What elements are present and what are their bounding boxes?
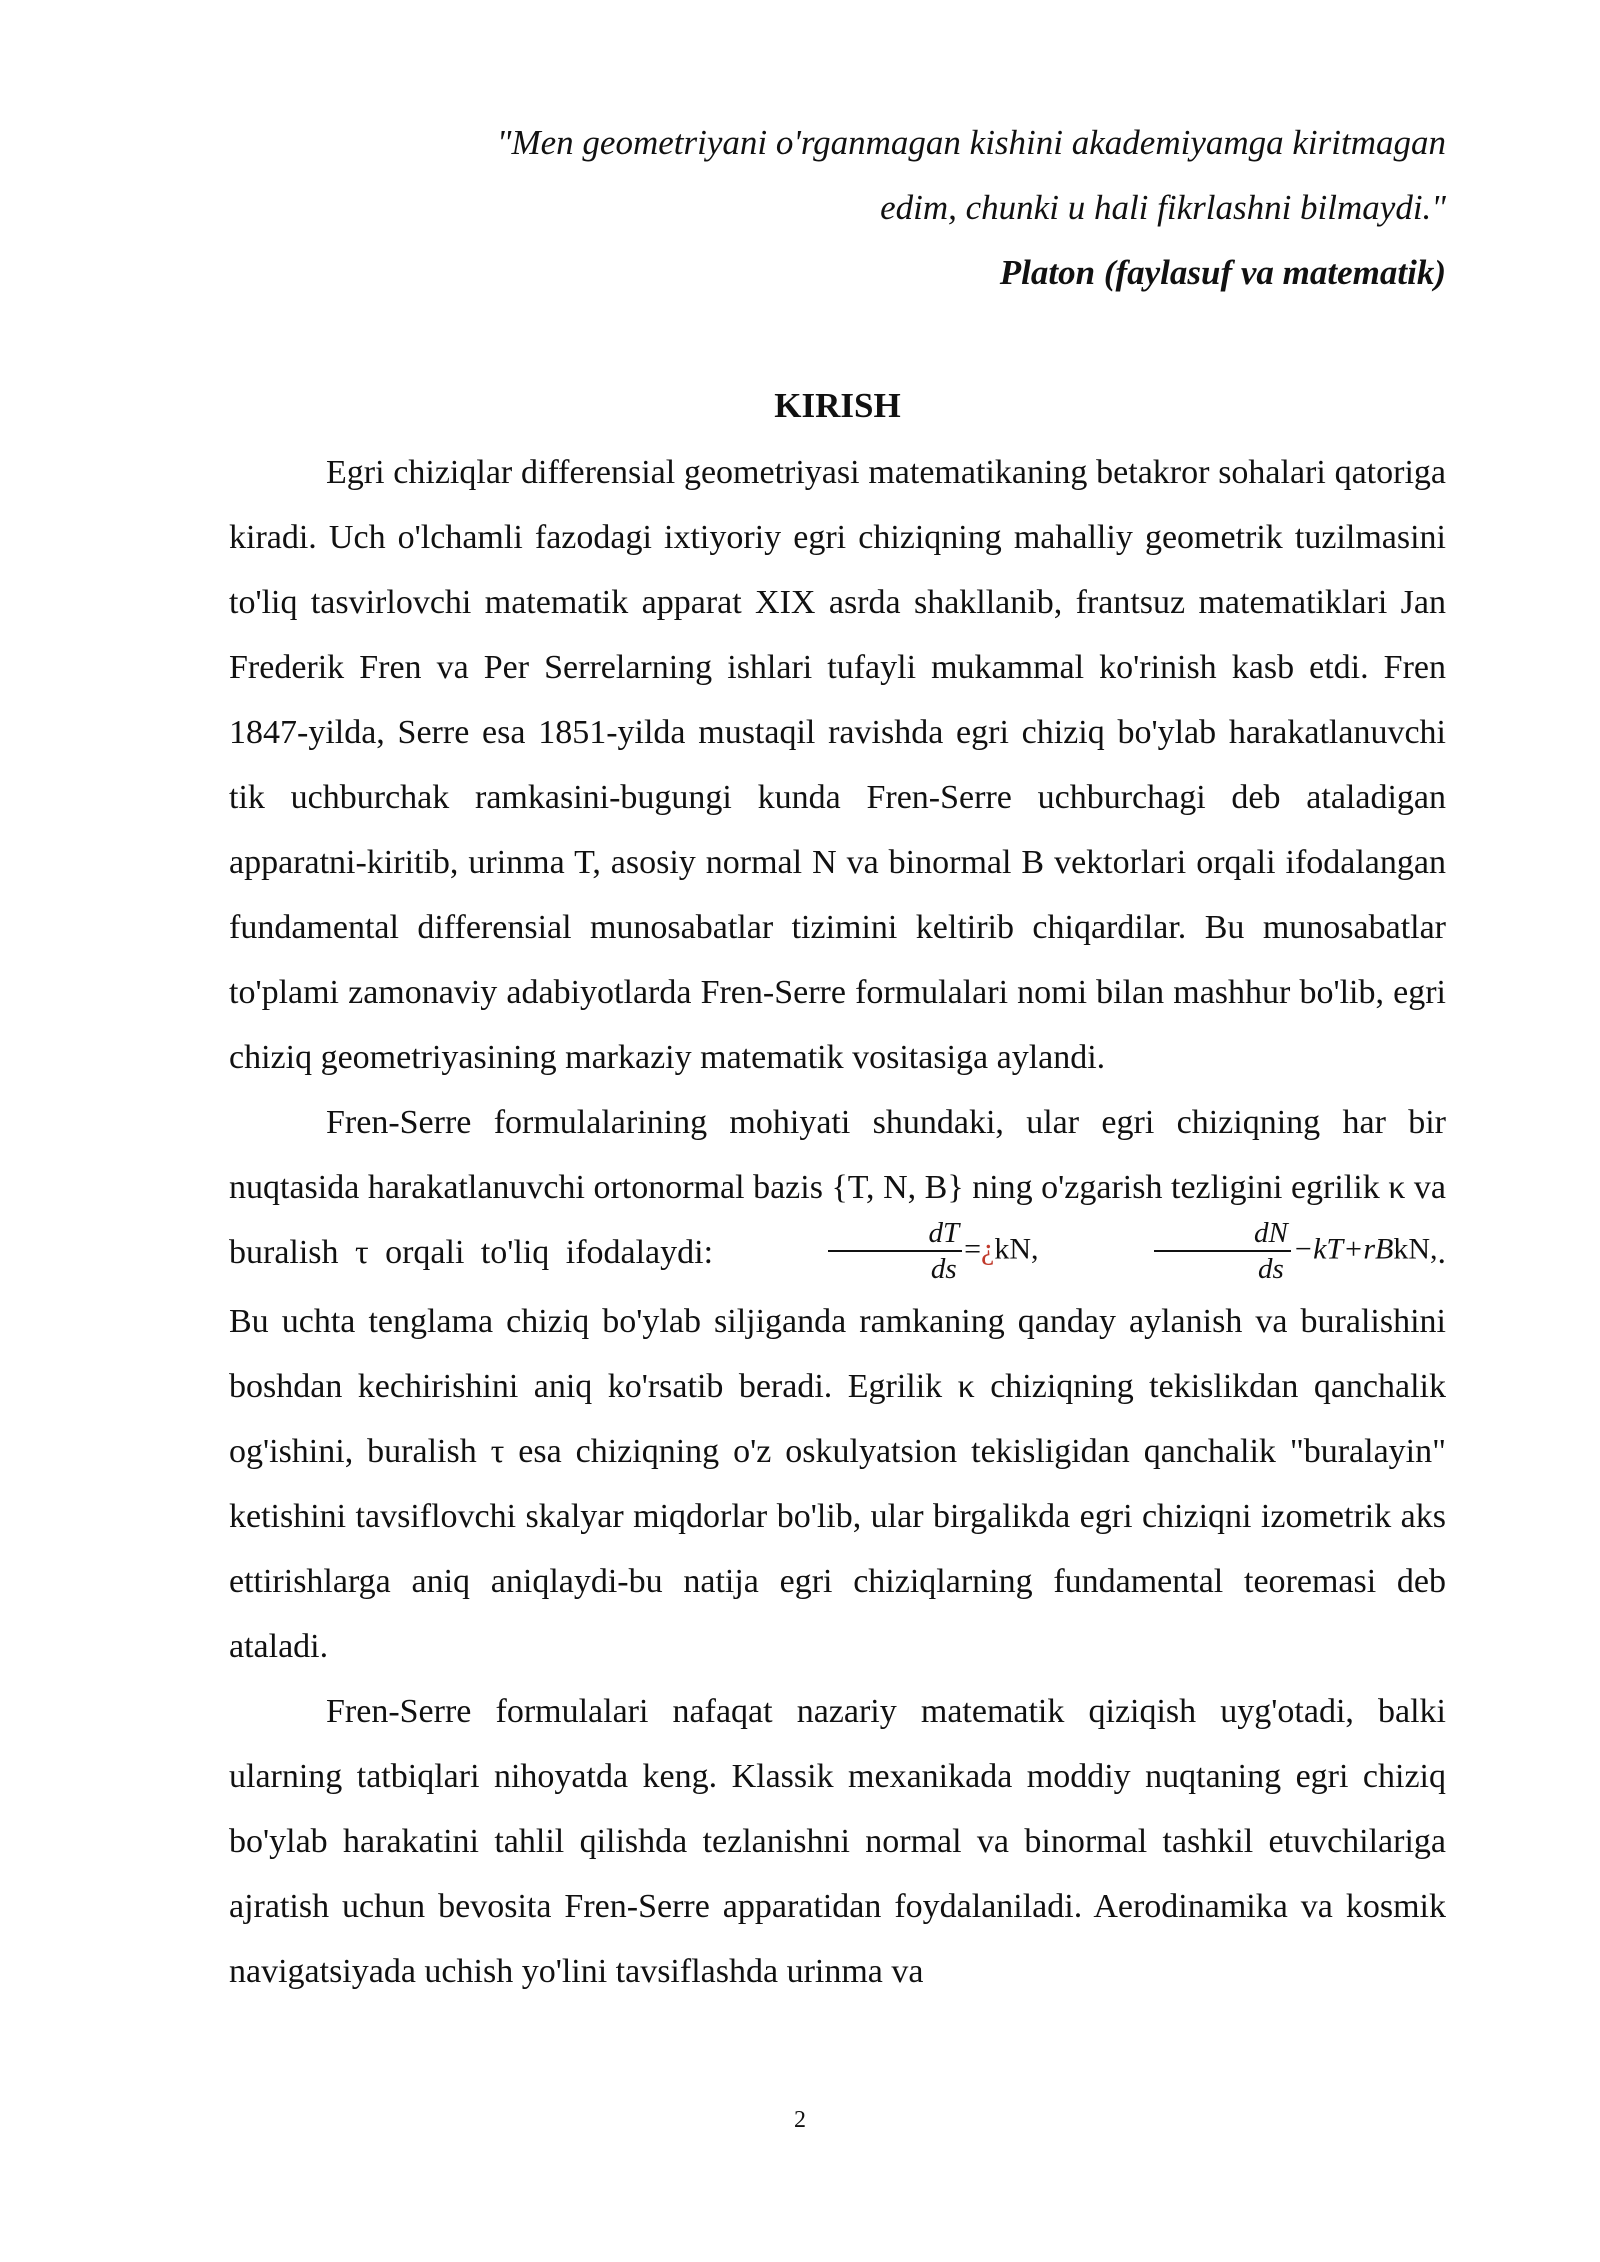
page-number: 2 (794, 2107, 806, 2133)
frenet-formula-1 (729, 1218, 1038, 1285)
frenet-formula-2 (1055, 1218, 1438, 1285)
unrendered-glyph: ¿ (981, 1232, 995, 1266)
fraction-dN-ds (1154, 1218, 1291, 1285)
fraction-denominator: ds (1258, 1253, 1284, 1286)
paragraph-1: Egri chiziqlar differensial geometriyasi matematikaning betakror sohalari qatoriga kiradi. Uch o'lchamli fazodagi ixtiyoriy egri chiziqning mahalliy geometrik tuzilmasini to'liq tasvirlovchi matematik apparat XIX asrda shakllanib, frantsuz matematiklari Jan Frederik Fren va Per Serrelarning ishlari tufayli mukammal ko'rinish kasb etdi. Fren 1847-yilda, Serre esa 1851-yilda mustaqil ravishda egri chiziq bo'ylab harakatlanuvchi tik uchburchak ramkasini-bugungi kunda Fren-Serre uchburchagi deb ataladigan apparatni-kiritib, urinma T, asosiy normal N va binormal B vektorlari orqali ifodalangan fundamental differensial munosabatlar tizimini keltirib chiqardilar. Bu munosabatlar to'plami zamonaviy adabiyotlarda Fren-Serre formulalari nomi bilan mashhur bo'lib, egri chiziq geometriyasining markaziy matematik vositasiga aylandi. (229, 454, 1446, 1076)
epigraph-line-2: edim, chunki u hali fikrlashni bilmaydi." (880, 188, 1446, 227)
paragraph-2-intro: Fren-Serre formulalarining mohiyati shundaki, ular egri chiziqning har bir nuqtasida harakatlanuvchi ortonormal bazis {T, N, B} ning o'zgarish tezligini egrilik κ va buralish τ orqali to'liq ifodalaydi: (229, 1104, 1446, 1271)
formula-2-terms: −kT+rB (1292, 1232, 1394, 1266)
body-text (229, 440, 1446, 2004)
fraction-dT-ds (828, 1218, 962, 1285)
fraction-denominator: ds (930, 1253, 957, 1286)
fraction-numerator: dT (828, 1218, 962, 1252)
epigraph-line-1: "Men geometriyani o'rganmagan kishini akademiyamga kiritmagan (496, 123, 1446, 162)
formula-2-tail: kN, (1393, 1232, 1438, 1266)
paragraph-3: Fren-Serre formulalari nafaqat nazariy matematik qiziqish uyg'otadi, balki ularning tatbiqlari nihoyatda keng. Klassik mexanikada moddiy nuqtaning egri chiziq bo'ylab harakatini tahlil qilishda tezlanishni normal va binormal tashkil etuvchilariga ajratish uchun bevosita Fren-Serre apparatidan foydalaniladi. Aerodinamika va kosmik navigatsiyada uchish yo'lini tavsiflashda urinma va (229, 1692, 1446, 1990)
equals-sign: = (964, 1232, 982, 1266)
epigraph (229, 110, 1446, 305)
section-heading: KIRISH (774, 386, 901, 425)
paragraph-2 (229, 1090, 1446, 1679)
fraction-numerator: dN (1154, 1218, 1291, 1252)
paragraph-2-rest: . Bu uchta tenglama chiziq bo'ylab siljiganda ramkaning qanday aylanish va buralishini boshdan kechirishini aniq ko'rsatib beradi. Egrilik κ chiziqning tekislikdan qanchalik og'ishini, buralish τ esa chiziqning o'z oskulyatsion tekisligidan qanchalik "buralayin" ketishini tavsiflovchi skalyar miqdorlar bo'lib, ular birgalikda egri chiziqni izometrik aks ettirishlarga aniq aniqlaydi-bu natija egri chiziqlarning fundamental teoremasi deb ataladi. (229, 1234, 1447, 1665)
formula-1-tail: kN, (994, 1232, 1039, 1266)
epigraph-author: Platon (faylasuf va matematik) (999, 253, 1446, 292)
